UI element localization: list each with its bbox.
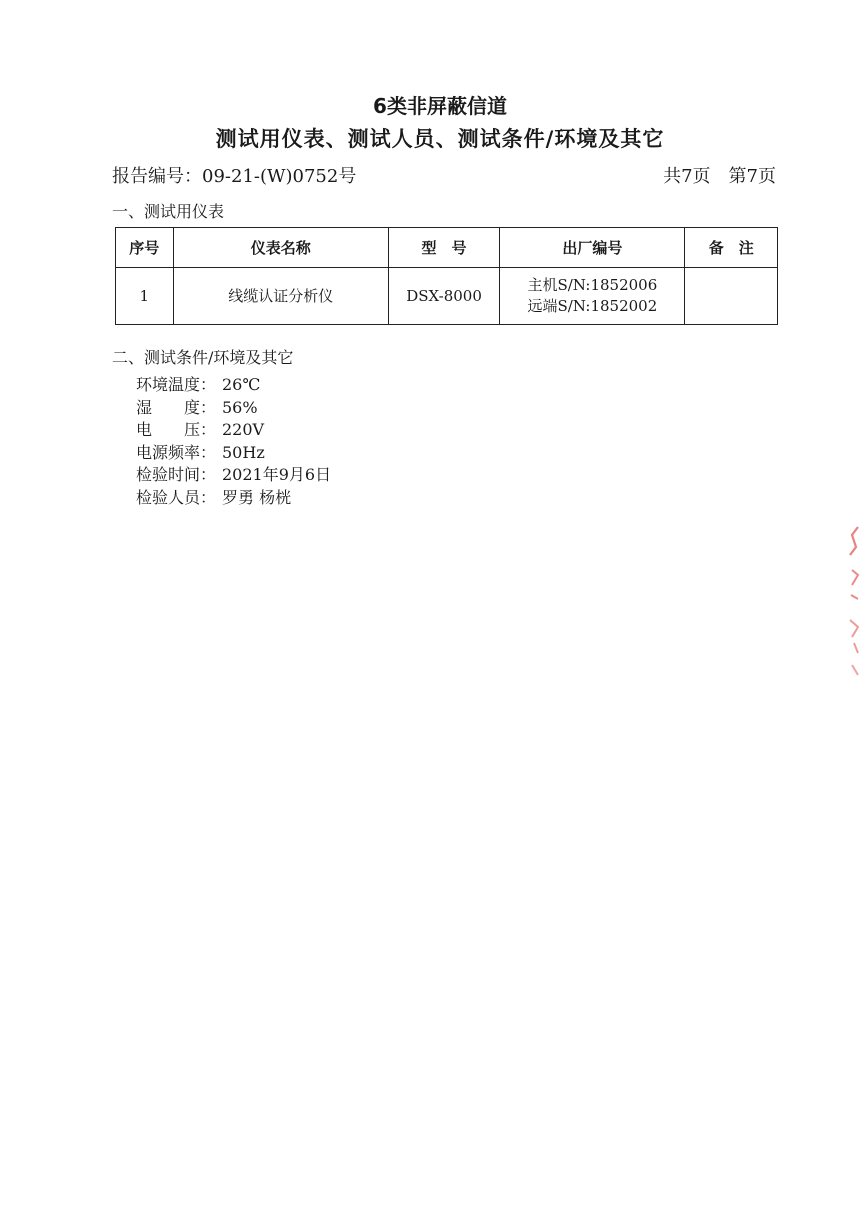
condition-value: 56% xyxy=(222,397,258,417)
header-model: 型 号 xyxy=(388,228,499,268)
condition-label: 检验人员： xyxy=(136,487,217,507)
list-item xyxy=(136,442,331,465)
cell-note xyxy=(685,268,778,325)
stamp-mark-mid xyxy=(851,570,858,599)
page-info: 共7页 第7页 xyxy=(663,166,776,187)
cell-instrument-name: 线缆认证分析仪 xyxy=(173,268,388,325)
condition-value: 220V xyxy=(222,420,265,439)
list-item xyxy=(136,419,331,442)
list-item xyxy=(136,397,331,420)
report-number: 报告编号：09-21-(W)0752号 xyxy=(112,166,357,187)
conditions-list xyxy=(136,374,331,509)
section-heading-instruments: 一、测试用仪表 xyxy=(112,202,225,221)
condition-label: 湿 度： xyxy=(136,397,217,417)
table-row xyxy=(116,268,778,325)
document-title: 6类非屏蔽信道 xyxy=(373,94,507,118)
list-item xyxy=(136,464,331,487)
cell-model: DSX-8000 xyxy=(388,268,499,325)
condition-label: 电源频率： xyxy=(136,442,217,462)
header-index: 序号 xyxy=(116,228,174,268)
stamp-mark-lower xyxy=(850,620,858,653)
report-info-line xyxy=(112,162,776,188)
serial-main: 主机S/N:1852006 xyxy=(527,276,658,294)
section-heading-conditions: 二、测试条件/环境及其它 xyxy=(112,348,294,367)
stamp-mark-bottom xyxy=(852,665,858,675)
condition-label: 电 压： xyxy=(136,420,217,439)
document-subtitle: 测试用仪表、测试人员、测试条件/环境及其它 xyxy=(215,127,665,151)
cell-index: 1 xyxy=(116,268,174,325)
seal-stamp-fragment xyxy=(846,525,860,680)
serial-remote: 远端S/N:1852002 xyxy=(527,297,658,315)
condition-label: 检验时间： xyxy=(136,465,217,484)
cell-serial xyxy=(500,268,685,325)
condition-value: 罗勇 杨桄 xyxy=(222,487,292,507)
header-serial: 出厂编号 xyxy=(500,228,685,268)
condition-value: 50Hz xyxy=(222,442,265,462)
list-item xyxy=(136,374,331,397)
condition-value: 2021年9月6日 xyxy=(222,465,332,484)
header-instrument-name: 仪表名称 xyxy=(173,228,388,268)
list-item xyxy=(136,487,331,510)
table-header-row xyxy=(116,228,778,268)
header-note: 备 注 xyxy=(685,228,778,268)
condition-value: 26℃ xyxy=(222,375,261,394)
stamp-mark-top xyxy=(850,527,858,555)
condition-label: 环境温度： xyxy=(136,375,217,394)
instrument-table xyxy=(115,227,778,325)
